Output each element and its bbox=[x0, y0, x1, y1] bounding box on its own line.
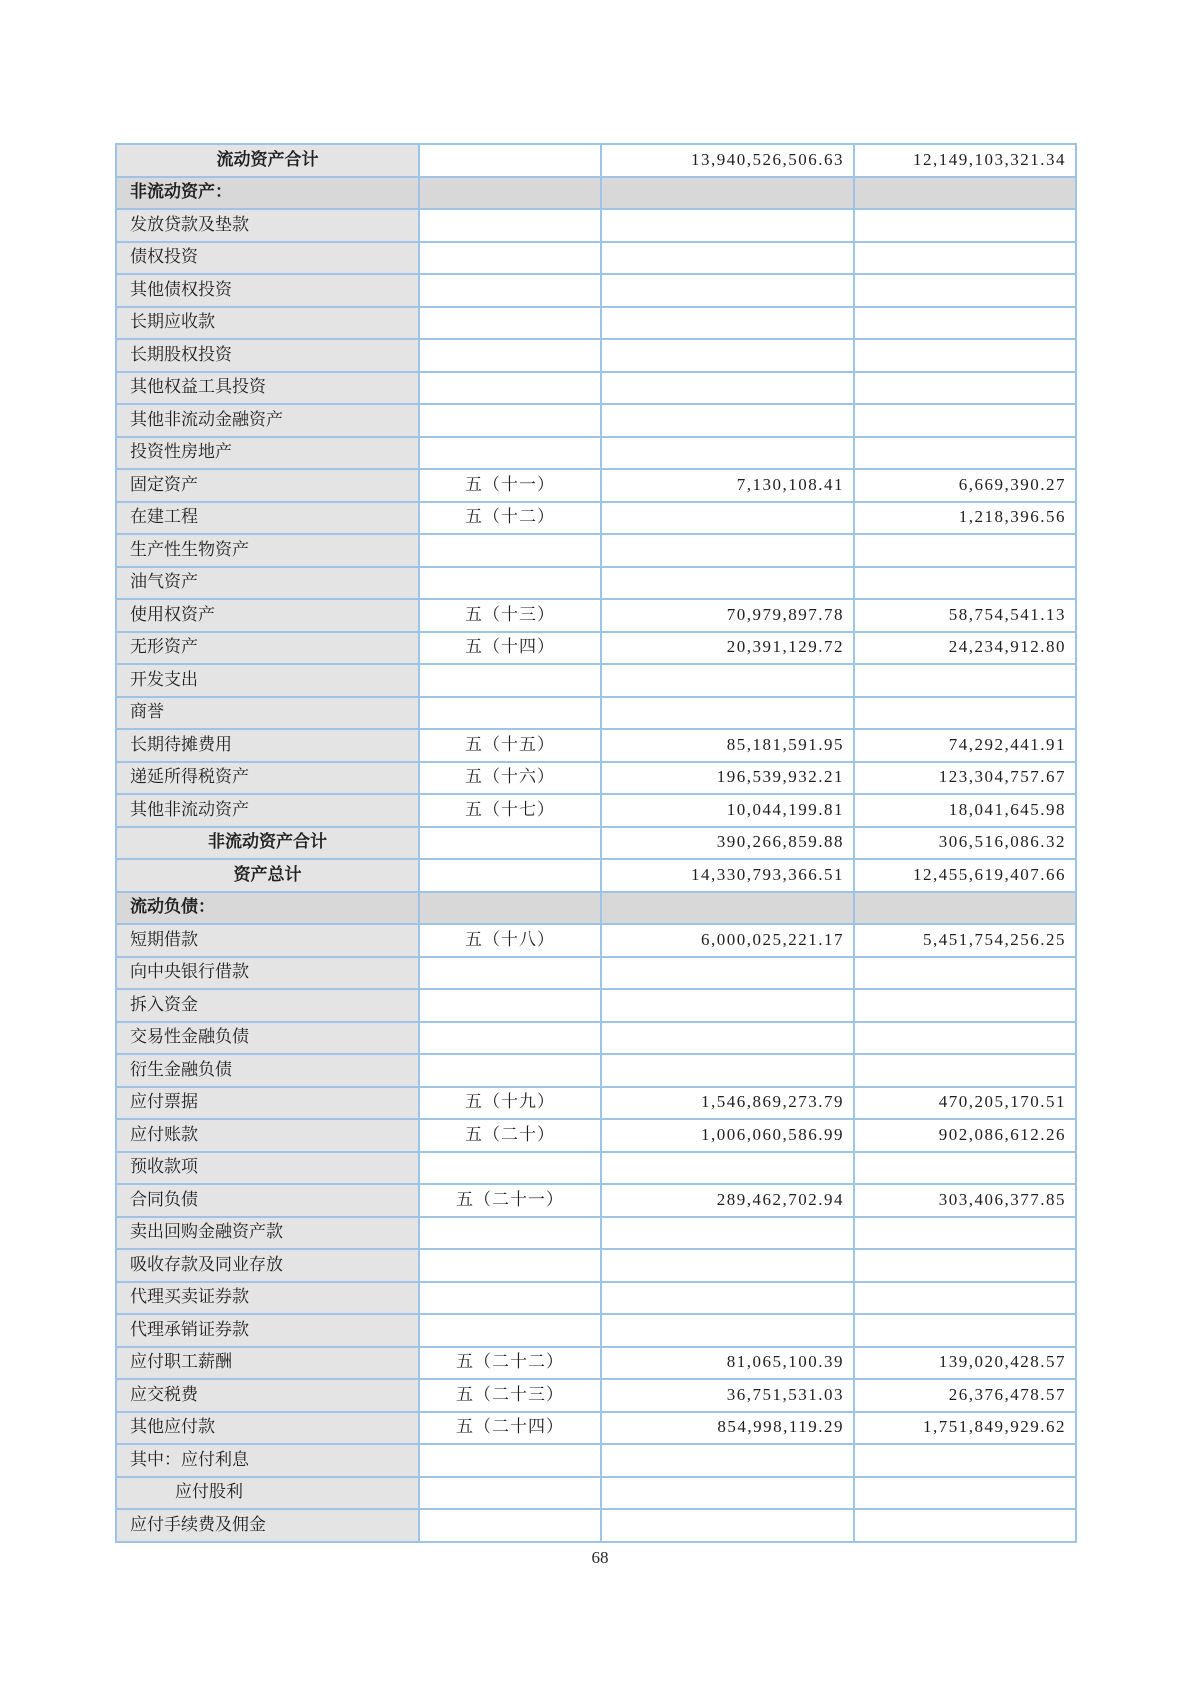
row-label: 应交税费 bbox=[116, 1379, 419, 1412]
row-label: 债权投资 bbox=[116, 242, 419, 275]
row-note bbox=[419, 1022, 601, 1055]
row-current-value bbox=[601, 1152, 854, 1185]
row-prior-value bbox=[854, 274, 1076, 307]
row-label: 开发支出 bbox=[116, 664, 419, 697]
row-current-value bbox=[601, 534, 854, 567]
row-label: 应付账款 bbox=[116, 1119, 419, 1152]
row-current-value bbox=[601, 437, 854, 470]
row-note bbox=[419, 1152, 601, 1185]
row-prior-value: 303,406,377.85 bbox=[854, 1184, 1076, 1217]
row-label: 长期股权投资 bbox=[116, 339, 419, 372]
row-label: 流动负债： bbox=[116, 892, 419, 925]
row-note bbox=[419, 827, 601, 860]
row-prior-value bbox=[854, 989, 1076, 1022]
row-prior-value bbox=[854, 1509, 1076, 1542]
row-prior-value bbox=[854, 1477, 1076, 1510]
row-prior-value bbox=[854, 957, 1076, 990]
table-row bbox=[116, 924, 1076, 957]
row-current-value bbox=[601, 177, 854, 210]
row-label: 无形资产 bbox=[116, 632, 419, 665]
row-current-value bbox=[601, 404, 854, 437]
table-row bbox=[116, 1184, 1076, 1217]
row-label: 其他权益工具投资 bbox=[116, 372, 419, 405]
row-label: 拆入资金 bbox=[116, 989, 419, 1022]
row-note bbox=[419, 567, 601, 600]
row-note bbox=[419, 1444, 601, 1477]
row-note bbox=[419, 274, 601, 307]
table-row bbox=[116, 404, 1076, 437]
table-row bbox=[116, 307, 1076, 340]
row-current-value: 36,751,531.03 bbox=[601, 1379, 854, 1412]
row-label: 投资性房地产 bbox=[116, 437, 419, 470]
row-current-value bbox=[601, 307, 854, 340]
row-current-value bbox=[601, 1217, 854, 1250]
row-label: 非流动资产： bbox=[116, 177, 419, 210]
row-note bbox=[419, 1249, 601, 1282]
row-prior-value bbox=[854, 1022, 1076, 1055]
row-prior-value bbox=[854, 339, 1076, 372]
row-note: 五（十一） bbox=[419, 469, 601, 502]
row-label: 其他非流动资产 bbox=[116, 794, 419, 827]
table-row bbox=[116, 957, 1076, 990]
row-note bbox=[419, 1217, 601, 1250]
row-label: 发放贷款及垫款 bbox=[116, 209, 419, 242]
row-current-value: 13,940,526,506.63 bbox=[601, 144, 854, 177]
row-prior-value bbox=[854, 1152, 1076, 1185]
row-label: 使用权资产 bbox=[116, 599, 419, 632]
row-note bbox=[419, 989, 601, 1022]
row-prior-value bbox=[854, 1054, 1076, 1087]
row-label: 向中央银行借款 bbox=[116, 957, 419, 990]
row-note bbox=[419, 859, 601, 892]
row-note bbox=[419, 664, 601, 697]
row-note bbox=[419, 242, 601, 275]
row-current-value: 196,539,932.21 bbox=[601, 762, 854, 795]
row-prior-value bbox=[854, 404, 1076, 437]
table-row bbox=[116, 599, 1076, 632]
row-current-value: 6,000,025,221.17 bbox=[601, 924, 854, 957]
table-row bbox=[116, 989, 1076, 1022]
table-row bbox=[116, 209, 1076, 242]
row-label: 其他债权投资 bbox=[116, 274, 419, 307]
row-label: 合同负债 bbox=[116, 1184, 419, 1217]
row-current-value bbox=[601, 664, 854, 697]
row-label: 吸收存款及同业存放 bbox=[116, 1249, 419, 1282]
row-prior-value bbox=[854, 437, 1076, 470]
row-prior-value: 1,751,849,929.62 bbox=[854, 1412, 1076, 1445]
row-note bbox=[419, 1054, 601, 1087]
row-note bbox=[419, 892, 601, 925]
table-row bbox=[116, 632, 1076, 665]
table-row bbox=[116, 242, 1076, 275]
row-prior-value: 24,234,912.80 bbox=[854, 632, 1076, 665]
row-prior-value bbox=[854, 242, 1076, 275]
row-prior-value bbox=[854, 209, 1076, 242]
row-prior-value bbox=[854, 892, 1076, 925]
row-current-value: 70,979,897.78 bbox=[601, 599, 854, 632]
row-current-value bbox=[601, 1509, 854, 1542]
row-current-value bbox=[601, 209, 854, 242]
row-note bbox=[419, 1477, 601, 1510]
table-row bbox=[116, 339, 1076, 372]
row-label: 卖出回购金融资产款 bbox=[116, 1217, 419, 1250]
table-row bbox=[116, 274, 1076, 307]
table-row bbox=[116, 1314, 1076, 1347]
row-prior-value: 58,754,541.13 bbox=[854, 599, 1076, 632]
row-note: 五（二十） bbox=[419, 1119, 601, 1152]
row-prior-value bbox=[854, 1444, 1076, 1477]
row-note bbox=[419, 1314, 601, 1347]
row-label: 应付票据 bbox=[116, 1087, 419, 1120]
row-current-value bbox=[601, 957, 854, 990]
row-note bbox=[419, 957, 601, 990]
row-prior-value bbox=[854, 1282, 1076, 1315]
row-note: 五（十五） bbox=[419, 729, 601, 762]
row-prior-value bbox=[854, 1217, 1076, 1250]
row-current-value bbox=[601, 1314, 854, 1347]
row-prior-value bbox=[854, 664, 1076, 697]
row-prior-value: 1,218,396.56 bbox=[854, 502, 1076, 535]
row-note: 五（十六） bbox=[419, 762, 601, 795]
table-row bbox=[116, 762, 1076, 795]
table-row bbox=[116, 892, 1076, 925]
row-note bbox=[419, 372, 601, 405]
row-prior-value bbox=[854, 372, 1076, 405]
row-note bbox=[419, 339, 601, 372]
row-note bbox=[419, 144, 601, 177]
table-row bbox=[116, 1347, 1076, 1380]
table-row bbox=[116, 827, 1076, 860]
row-prior-value bbox=[854, 177, 1076, 210]
row-current-value bbox=[601, 274, 854, 307]
row-label: 在建工程 bbox=[116, 502, 419, 535]
row-label: 预收款项 bbox=[116, 1152, 419, 1185]
row-current-value bbox=[601, 567, 854, 600]
row-current-value bbox=[601, 372, 854, 405]
page-number: 68 bbox=[591, 1548, 609, 1567]
row-current-value: 1,006,060,586.99 bbox=[601, 1119, 854, 1152]
row-prior-value: 139,020,428.57 bbox=[854, 1347, 1076, 1380]
row-note bbox=[419, 1509, 601, 1542]
row-label: 长期应收款 bbox=[116, 307, 419, 340]
table-row bbox=[116, 144, 1076, 177]
table-row bbox=[116, 697, 1076, 730]
row-current-value bbox=[601, 1022, 854, 1055]
row-prior-value: 26,376,478.57 bbox=[854, 1379, 1076, 1412]
table-row bbox=[116, 372, 1076, 405]
row-prior-value bbox=[854, 534, 1076, 567]
row-label: 其他非流动金融资产 bbox=[116, 404, 419, 437]
row-current-value bbox=[601, 1282, 854, 1315]
table-row bbox=[116, 1022, 1076, 1055]
row-prior-value: 470,205,170.51 bbox=[854, 1087, 1076, 1120]
row-current-value bbox=[601, 339, 854, 372]
row-note: 五（十四） bbox=[419, 632, 601, 665]
row-label: 衍生金融负债 bbox=[116, 1054, 419, 1087]
row-note: 五（十二） bbox=[419, 502, 601, 535]
row-note bbox=[419, 1282, 601, 1315]
row-prior-value: 5,451,754,256.25 bbox=[854, 924, 1076, 957]
row-label: 其他应付款 bbox=[116, 1412, 419, 1445]
row-label: 流动资产合计 bbox=[116, 144, 419, 177]
table-row bbox=[116, 567, 1076, 600]
row-prior-value bbox=[854, 1249, 1076, 1282]
row-prior-value: 74,292,441.91 bbox=[854, 729, 1076, 762]
table-row bbox=[116, 1249, 1076, 1282]
table-row bbox=[116, 1282, 1076, 1315]
row-current-value bbox=[601, 502, 854, 535]
row-current-value: 20,391,129.72 bbox=[601, 632, 854, 665]
row-current-value bbox=[601, 242, 854, 275]
row-prior-value: 12,149,103,321.34 bbox=[854, 144, 1076, 177]
table-row bbox=[116, 664, 1076, 697]
table-row bbox=[116, 729, 1076, 762]
table-row bbox=[116, 1054, 1076, 1087]
table-row bbox=[116, 177, 1076, 210]
row-current-value bbox=[601, 1249, 854, 1282]
row-prior-value: 18,041,645.98 bbox=[854, 794, 1076, 827]
row-note bbox=[419, 177, 601, 210]
row-note: 五（二十三） bbox=[419, 1379, 601, 1412]
row-current-value bbox=[601, 892, 854, 925]
row-current-value bbox=[601, 1054, 854, 1087]
table-row bbox=[116, 1444, 1076, 1477]
table-row bbox=[116, 469, 1076, 502]
row-note: 五（二十二） bbox=[419, 1347, 601, 1380]
table-row bbox=[116, 1119, 1076, 1152]
row-current-value bbox=[601, 697, 854, 730]
row-prior-value bbox=[854, 697, 1076, 730]
row-current-value: 14,330,793,366.51 bbox=[601, 859, 854, 892]
table-row bbox=[116, 1217, 1076, 1250]
row-note: 五（十七） bbox=[419, 794, 601, 827]
row-note bbox=[419, 697, 601, 730]
row-label: 应付职工薪酬 bbox=[116, 1347, 419, 1380]
row-note bbox=[419, 534, 601, 567]
row-label: 商誉 bbox=[116, 697, 419, 730]
table-row bbox=[116, 1412, 1076, 1445]
row-prior-value bbox=[854, 307, 1076, 340]
row-current-value: 10,044,199.81 bbox=[601, 794, 854, 827]
table-row bbox=[116, 1477, 1076, 1510]
row-label: 固定资产 bbox=[116, 469, 419, 502]
row-label: 生产性生物资产 bbox=[116, 534, 419, 567]
row-current-value: 289,462,702.94 bbox=[601, 1184, 854, 1217]
table-row bbox=[116, 502, 1076, 535]
row-prior-value: 12,455,619,407.66 bbox=[854, 859, 1076, 892]
row-prior-value: 306,516,086.32 bbox=[854, 827, 1076, 860]
row-label: 短期借款 bbox=[116, 924, 419, 957]
balance-sheet-table bbox=[115, 143, 1077, 1543]
table-row bbox=[116, 794, 1076, 827]
row-current-value bbox=[601, 989, 854, 1022]
row-note bbox=[419, 437, 601, 470]
row-note: 五（二十四） bbox=[419, 1412, 601, 1445]
table-row bbox=[116, 1087, 1076, 1120]
row-note: 五（十九） bbox=[419, 1087, 601, 1120]
row-prior-value: 902,086,612.26 bbox=[854, 1119, 1076, 1152]
row-note: 五（十八） bbox=[419, 924, 601, 957]
table-row bbox=[116, 1509, 1076, 1542]
row-label: 代理买卖证券款 bbox=[116, 1282, 419, 1315]
row-current-value: 854,998,119.29 bbox=[601, 1412, 854, 1445]
row-label: 代理承销证券款 bbox=[116, 1314, 419, 1347]
table-row bbox=[116, 1152, 1076, 1185]
row-prior-value bbox=[854, 1314, 1076, 1347]
row-label: 交易性金融负债 bbox=[116, 1022, 419, 1055]
table-row bbox=[116, 534, 1076, 567]
table-row bbox=[116, 437, 1076, 470]
row-label: 长期待摊费用 bbox=[116, 729, 419, 762]
row-label: 递延所得税资产 bbox=[116, 762, 419, 795]
row-note: 五（二十一） bbox=[419, 1184, 601, 1217]
row-current-value bbox=[601, 1477, 854, 1510]
row-label: 应付股利 bbox=[116, 1477, 419, 1510]
row-current-value: 81,065,100.39 bbox=[601, 1347, 854, 1380]
table-row bbox=[116, 859, 1076, 892]
row-current-value: 390,266,859.88 bbox=[601, 827, 854, 860]
row-label: 非流动资产合计 bbox=[116, 827, 419, 860]
row-note bbox=[419, 307, 601, 340]
row-label: 应付手续费及佣金 bbox=[116, 1509, 419, 1542]
row-current-value: 1,546,869,273.79 bbox=[601, 1087, 854, 1120]
row-label: 其中：应付利息 bbox=[116, 1444, 419, 1477]
row-prior-value bbox=[854, 567, 1076, 600]
row-note bbox=[419, 209, 601, 242]
row-note: 五（十三） bbox=[419, 599, 601, 632]
row-prior-value: 6,669,390.27 bbox=[854, 469, 1076, 502]
row-prior-value: 123,304,757.67 bbox=[854, 762, 1076, 795]
balance-sheet-body bbox=[116, 144, 1076, 1542]
row-current-value bbox=[601, 1444, 854, 1477]
row-current-value: 7,130,108.41 bbox=[601, 469, 854, 502]
table-row bbox=[116, 1379, 1076, 1412]
row-label: 油气资产 bbox=[116, 567, 419, 600]
row-note bbox=[419, 404, 601, 437]
row-label: 资产总计 bbox=[116, 859, 419, 892]
row-current-value: 85,181,591.95 bbox=[601, 729, 854, 762]
